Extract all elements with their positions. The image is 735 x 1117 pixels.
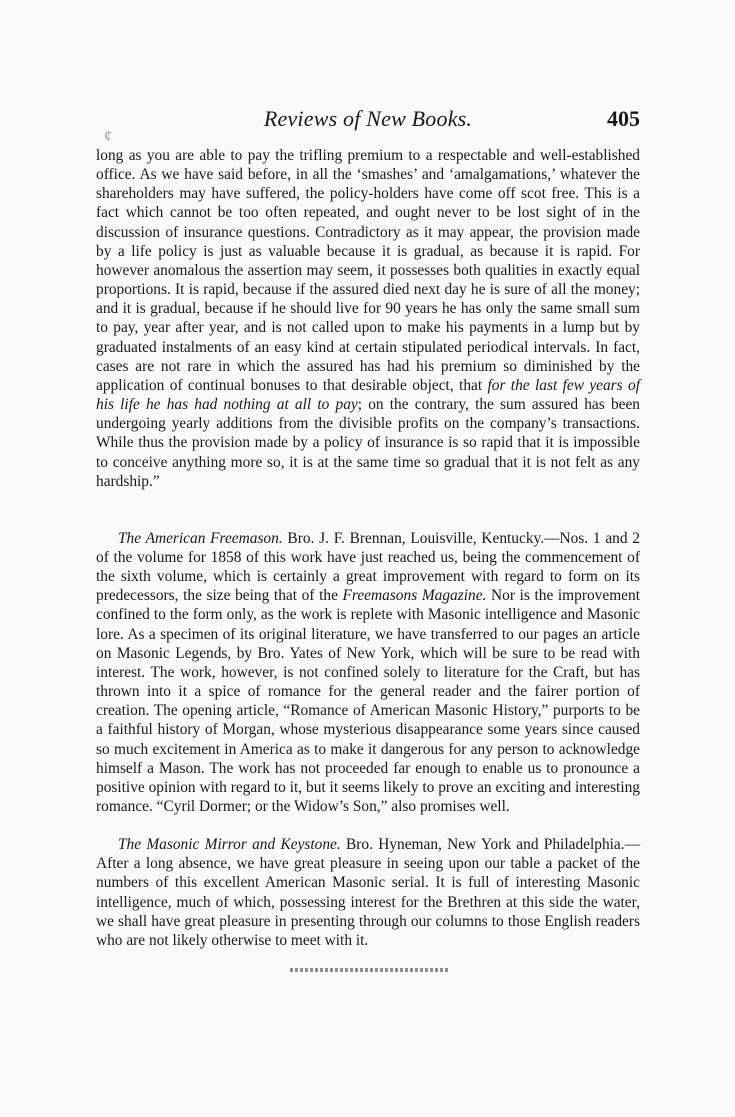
- quoted-paragraph: [96, 146, 640, 491]
- review-text-part-2: Nor is the improvement confined to the form only, as the work is replete with Masonic intelligence and Masonic lore. As a specimen of its original literature, we have transferred to our pages an article on Masonic Legends, by Bro. Yates of New York, which will be sure to be read with interest. The work, however, is not confined solely to literature for the Craft, but has thrown into it a spice of romance for the general reader and the fairer portion of creation. The opening article, “Romance of American Masonic History,” purports to be a faithful history of Morgan, whose mysterious disappearance some years since caused so much excitement in America as to make it dangerous for any person to acknowledge himself a Mason. The work has not proceeded far enough to enable us to pronounce a positive opinion with regard to it, but it seems likely to prove an exciting and interesting romance. “Cyril Dormer; or the Widow’s Son,” also promises well.: [96, 587, 640, 815]
- quote-italic-text: for the last few years of his life he has had nothing at all to pay: [96, 376, 640, 414]
- review-title: The Masonic Mirror and Keystone.: [118, 836, 341, 854]
- review-american-freemason: [96, 529, 640, 816]
- quote-text-part-1: long as you are able to pay the trifling premium to a respectable and well-established office. As we have said before, in all the ‘smashes’ and ‘amalgamations,’ whatever the shareholders may have suffered, the policy-holders have come off scot free. This is a fact which cannot be too often repeated, and ought never to be lost sight of in the discussion of insurance questions. Contradictory as it may appear, the provision made by a life policy is just as valuable because it is gradual, as because it is rapid. For however anomalous the assertion may seem, it possesses both qualities in exactly equal proportions. It is rapid, because if the assured died next day he is sure of all the money; and it is gradual, because if he should live for 90 years he has only the same small sum to pay, year after year, and is not called upon to make his payments in a lump but by graduated instalments of an easy kind at certain stipulated periodical intervals. In fact, cases are not rare in which the assured has had his premium so diminished by the application of continual bonuses to that desirable object, that: [96, 147, 640, 394]
- review-text: Bro. Hyneman, New York and Philadelphia.—After a long absence, we have great pleasure in seeing upon our table a packet of the numbers of this excellent American Masonic serial. It is full of interesting Masonic intelligence, much of which, possessing interest for the Brethren at this side the water, we shall have great pleasure in presenting through our columns to those English readers who are not likely otherwise to meet with it.: [96, 836, 640, 949]
- quote-text-part-2: ; on the contrary, the sum assured has been undergoing yearly additions from the divisible profits on the company’s transactions. While thus the provision made by a policy of insurance is so rapid that it is impossible to conceive anything more so, it is at the same time so gradual that it is not felt as any hardship.”: [96, 396, 640, 490]
- review-title: The American Freemason.: [118, 529, 283, 547]
- running-title: Reviews of New Books.: [263, 106, 473, 131]
- page-header: [96, 106, 640, 136]
- ornamental-rule: [290, 968, 450, 972]
- review-text-part-1: Bro. J. F. Brennan, Louisville, Kentucky.—Nos. 1 and 2 of the volume for 1858 of this work have just reached us, being the commencement of the sixth volume, which is certainly a great improvement with regard to form on its predecessors, the size being that of the: [96, 529, 640, 605]
- page-number: 405: [607, 106, 640, 131]
- review-masonic-mirror: [96, 835, 640, 950]
- page-body: [96, 146, 640, 950]
- margin-mark: ¢: [104, 128, 112, 145]
- magazine-name: Freemasons Magazine.: [342, 587, 487, 605]
